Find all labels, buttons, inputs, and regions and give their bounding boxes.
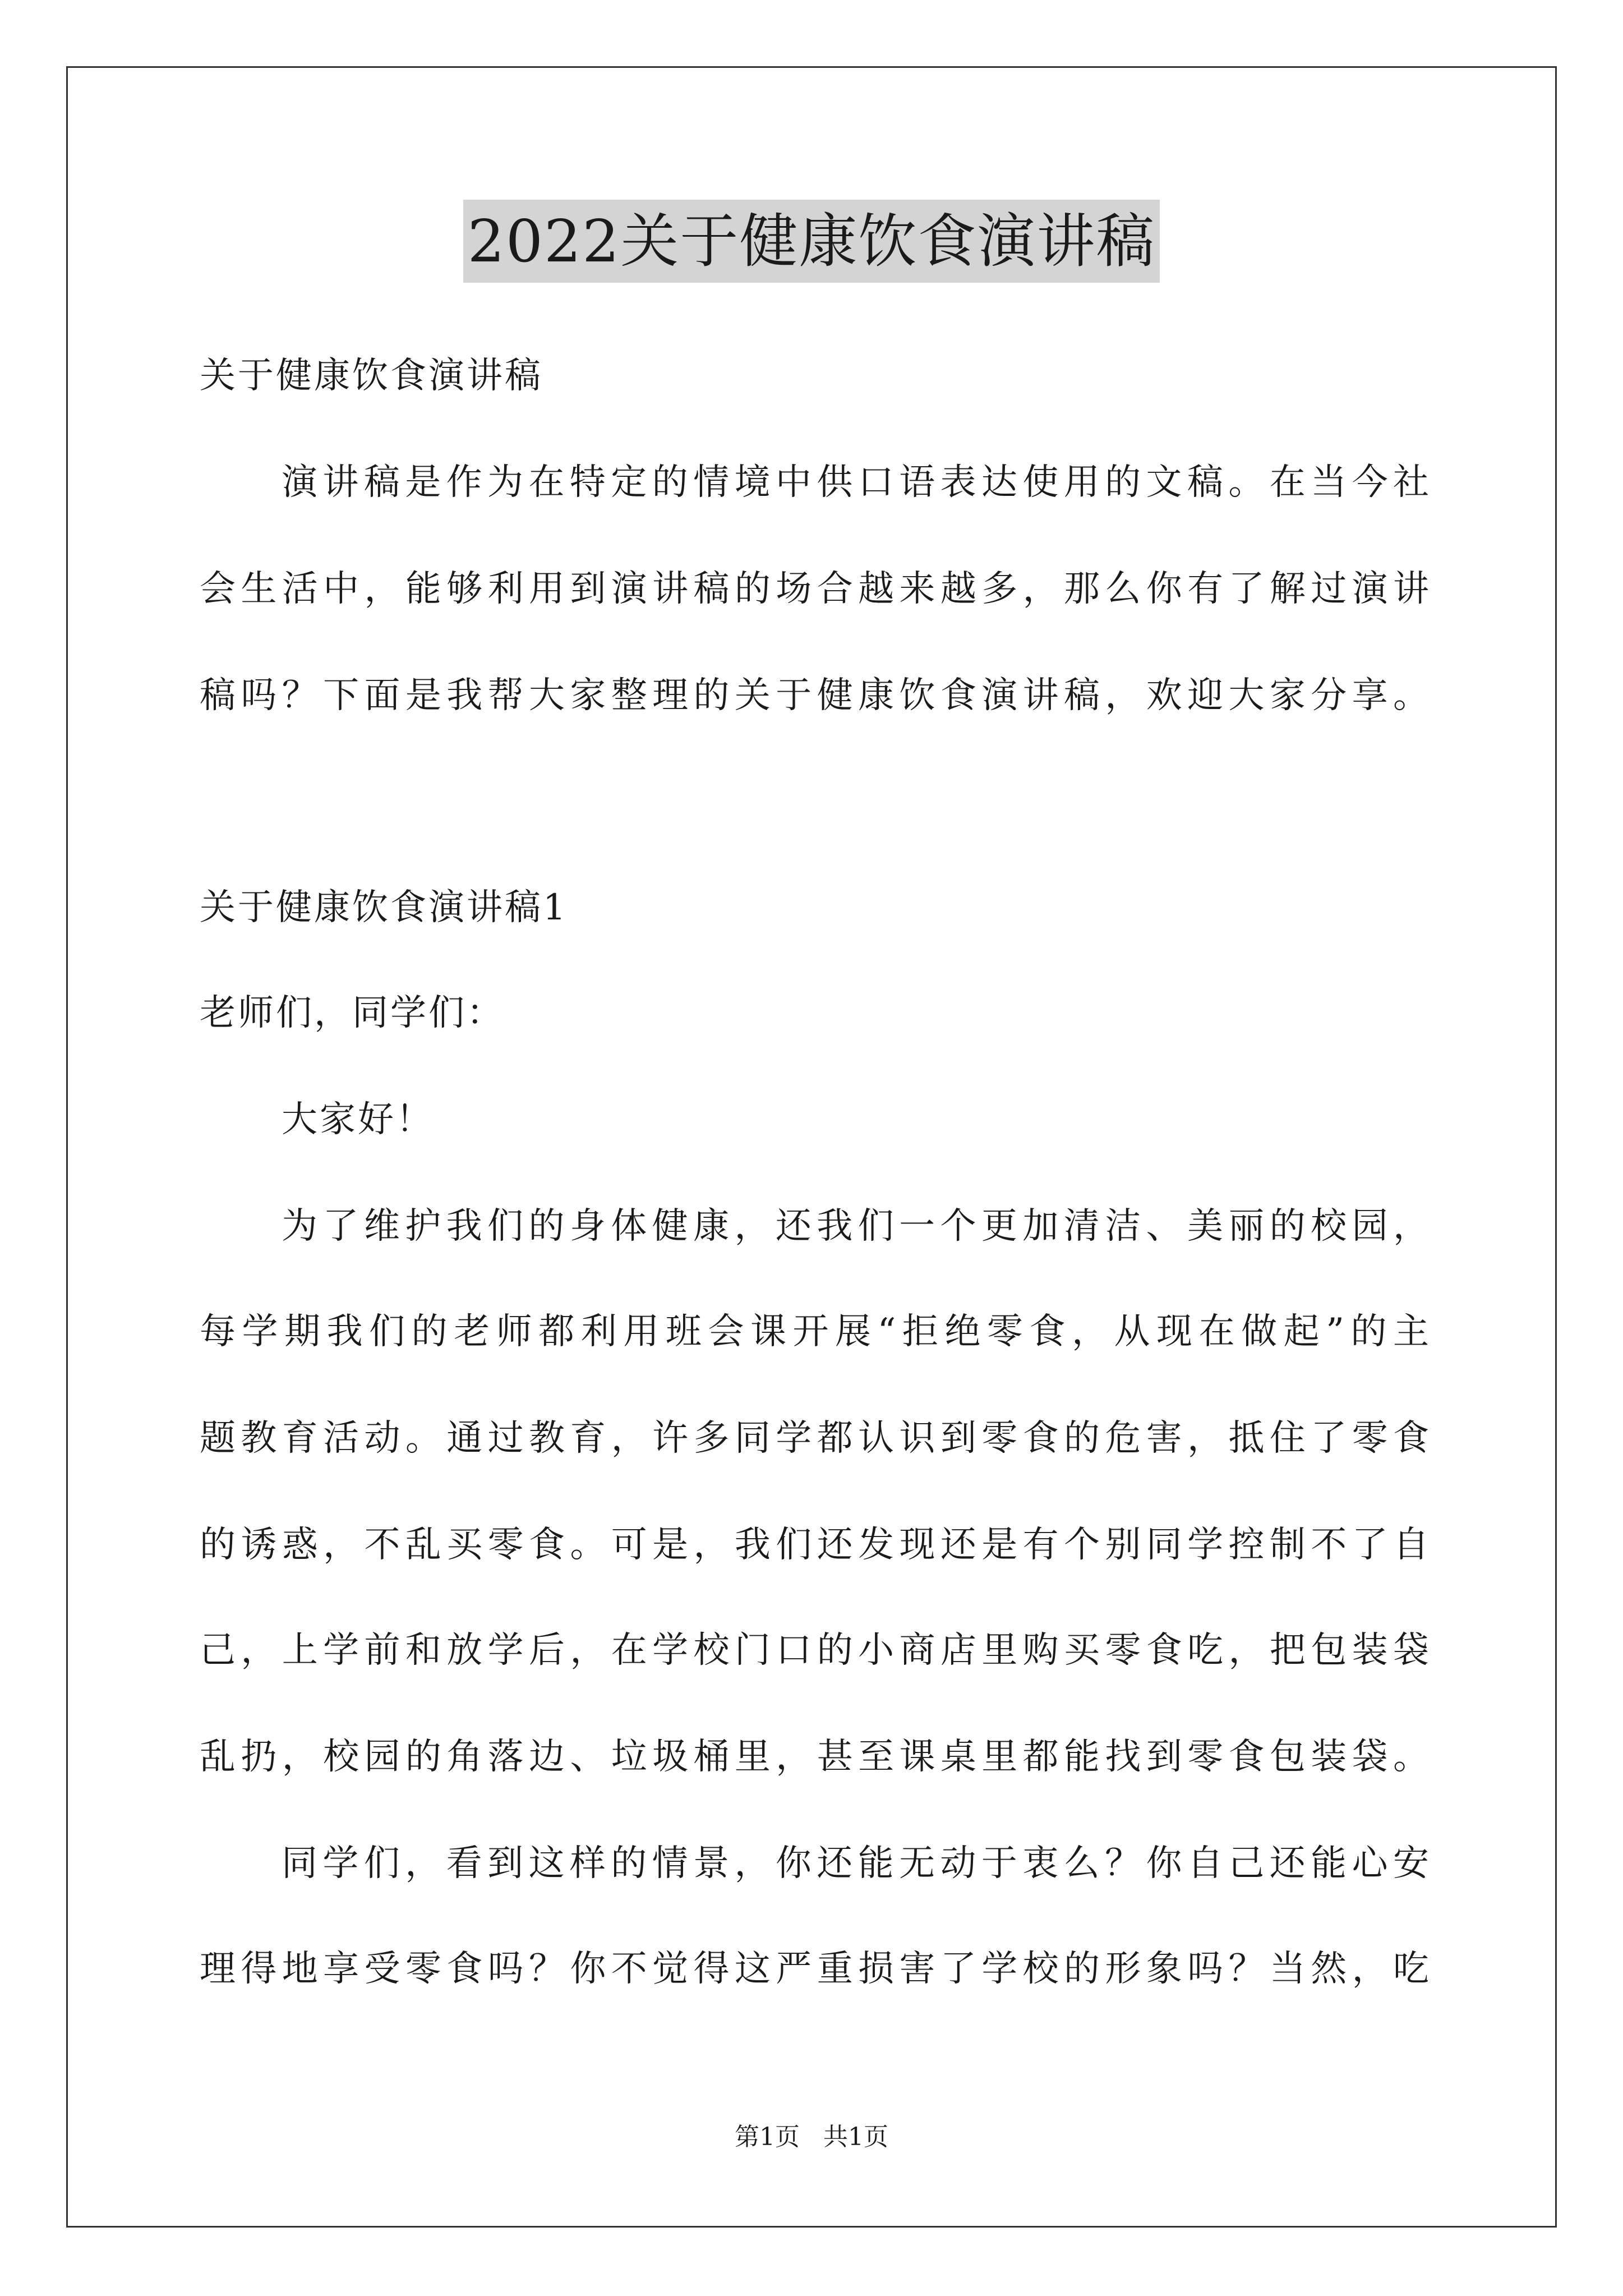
paragraph1-line-5: 己，上学前和放学后，在学校门口的小商店里购买零食吃，把包装袋 [200,1630,1429,1671]
title-area [0,200,1623,283]
subtitle: 关于健康饮食演讲稿 [200,355,543,397]
section-heading: 关于健康饮食演讲稿1 [200,887,568,928]
paragraph1-line-1: 为了维护我们的身体健康，还我们一个更加清洁、美丽的校园， [282,1205,1429,1247]
paragraph1-line-3: 题教育活动。通过教育，许多同学都认识到零食的危害，抵住了零食 [200,1418,1429,1459]
greeting: 大家好！ [282,1099,434,1140]
intro-line-1: 演讲稿是作为在特定的情境中供口语表达使用的文稿。在当今社 [282,462,1429,503]
page-number-footer: 第1页 共1页 [735,2123,888,2151]
intro-line-2: 会生活中，能够利用到演讲稿的场合越来越多，那么你有了解过演讲 [200,568,1429,610]
paragraph1-line-6: 乱扔，校园的角落边、垃圾桶里，甚至课桌里都能找到零食包装袋。 [200,1736,1429,1778]
intro-line-3: 稿吗？下面是我帮大家整理的关于健康饮食演讲稿，欢迎大家分享。 [200,675,1429,716]
paragraph2-line-2: 理得地享受零食吗？你不觉得这严重损害了学校的形象吗？当然，吃 [200,1948,1429,1990]
paragraph1-line-2: 每学期我们的老师都利用班会课开展“拒绝零食，从现在做起”的主 [200,1311,1429,1352]
salutation: 老师们，同学们： [200,992,505,1034]
paragraph1-line-4: 的诱惑，不乱买零食。可是，我们还发现还是有个别同学控制不了自 [200,1524,1429,1566]
paragraph2-line-1: 同学们，看到这样的情景，你还能无动于衷么？你自己还能心安 [282,1843,1429,1884]
document-title: 2022关于健康饮食演讲稿 [463,200,1160,283]
